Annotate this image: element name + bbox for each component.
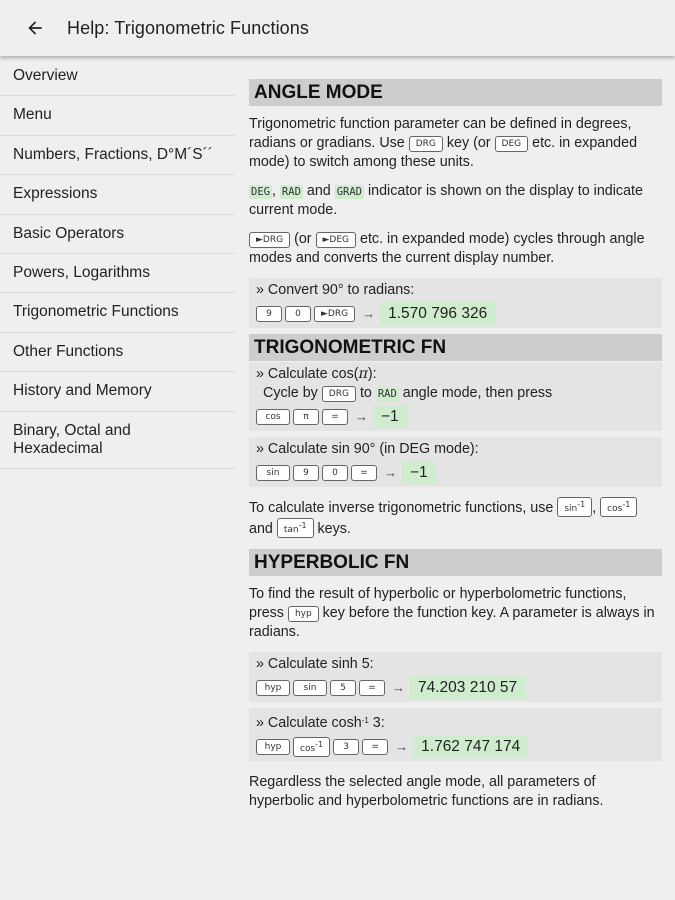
- sidebar-item-other-functions[interactable]: Other Functions: [0, 333, 235, 372]
- key-9: 9: [256, 306, 282, 322]
- arrow-right-icon: →: [384, 465, 397, 480]
- example-keys-row: [256, 302, 657, 325]
- key-9: 9: [293, 465, 319, 481]
- key-equals: =: [351, 465, 377, 481]
- hyperbolic-paragraph-1: To find the result of hyperbolic or hyperbolometric functions, press hyp key before the function key. A parameter is always in radians.: [249, 586, 655, 640]
- key-arccos: cos-1: [600, 497, 637, 517]
- deg-key: DEG: [495, 136, 529, 152]
- key-equals: =: [322, 409, 348, 425]
- page-title: Help: Trigonometric Functions: [67, 17, 309, 38]
- key-hyp: hyp: [256, 680, 290, 696]
- example-result: 1.570 796 326: [380, 302, 495, 325]
- key-equals: =: [359, 680, 385, 696]
- example-keys-row: [256, 405, 657, 428]
- angle-mode-paragraph-1: Trigonometric function parameter can be defined in degrees, radians or gradians. Use DRG key (or DEG etc. in expanded mode) to switch among these units.: [249, 116, 638, 170]
- key-0: 0: [322, 465, 348, 481]
- key-sin: sin: [293, 680, 327, 696]
- key-hyp: hyp: [256, 739, 290, 755]
- arrow-right-icon: →: [362, 306, 376, 321]
- example-result: −1: [402, 461, 436, 484]
- key-arcsin: sin-1: [557, 497, 592, 517]
- rad-indicator: RAD: [281, 186, 301, 198]
- arrow-right-icon: →: [392, 680, 405, 695]
- key-cos: cos: [256, 409, 290, 425]
- sidebar-item-menu[interactable]: Menu: [0, 96, 235, 135]
- key-arctan: tan-1: [277, 518, 314, 538]
- sidebar-item-numbers-fractions[interactable]: Numbers, Fractions, D°M´S´´: [0, 136, 235, 175]
- drg-key: DRG: [322, 386, 356, 402]
- grad-indicator: GRAD: [336, 186, 362, 198]
- key-convert-drg: ►DRG: [314, 306, 355, 322]
- example-result: 1.762 747 174: [413, 735, 528, 758]
- key-3: 3: [333, 739, 359, 755]
- key-5: 5: [330, 680, 356, 696]
- arrow-right-icon: →: [355, 409, 368, 424]
- sidebar-item-basic-operators[interactable]: Basic Operators: [0, 215, 235, 254]
- section-heading-hyperbolic-fn: HYPERBOLIC FN: [249, 549, 662, 576]
- example-result: −1: [373, 405, 407, 428]
- key-0: 0: [285, 306, 311, 322]
- hyperbolic-paragraph-2: Regardless the selected angle mode, all parameters of hyperbolic and hyperbolometric functions are in radians.: [249, 774, 604, 809]
- key-hyp: hyp: [288, 606, 319, 622]
- section-heading-angle-mode: ANGLE MODE: [249, 79, 662, 106]
- example-instruction: Cycle by DRG to RAD angle mode, then press: [263, 385, 553, 401]
- key-pi: π: [293, 409, 319, 425]
- example-title: » Calculate cos(π):: [256, 366, 377, 382]
- example-convert-radians: [249, 278, 662, 328]
- example-title: » Calculate sin 90° (in DEG mode):: [256, 441, 479, 457]
- example-keys-row: [256, 461, 657, 484]
- sidebar-item-trigonometric-functions[interactable]: Trigonometric Functions: [0, 293, 235, 332]
- angle-mode-paragraph-3: ►DRG (or ►DEG etc. in expanded mode) cycles through angle modes and converts the current display number.: [249, 231, 645, 266]
- example-title: » Calculate sinh 5:: [256, 656, 374, 672]
- sidebar-item-label-line1: Binary, Octal and: [13, 421, 131, 439]
- example-result: 74.203 210 57: [410, 676, 525, 699]
- sidebar: [0, 57, 235, 469]
- key-sin: sin: [256, 465, 290, 481]
- sidebar-item-overview[interactable]: Overview: [0, 57, 235, 96]
- deg-indicator: DEG: [251, 186, 270, 198]
- app-bar: [0, 0, 675, 56]
- rad-indicator: RAD: [377, 388, 397, 400]
- angle-mode-paragraph-2: DEG , RAD and GRAD indicator is shown on the display to indicate current mode.: [249, 183, 643, 218]
- drg-key: DRG: [409, 136, 443, 152]
- sidebar-item-history-memory[interactable]: History and Memory: [0, 372, 235, 411]
- key-arccos: cos-1: [293, 737, 330, 757]
- convert-drg-key: ►DRG: [249, 232, 290, 248]
- inverse-trig-paragraph: To calculate inverse trigonometric functions, use sin-1 , cos-1 and tan-1 keys.: [249, 497, 662, 539]
- example-arccosh-3: [249, 708, 662, 761]
- sidebar-item-label-line2: Hexadecimal: [13, 439, 103, 457]
- help-content: [249, 79, 662, 821]
- arrow-left-icon: [25, 18, 45, 38]
- arrow-right-icon: →: [395, 739, 409, 754]
- sidebar-item-powers-logarithms[interactable]: Powers, Logarithms: [0, 254, 235, 293]
- back-button[interactable]: [10, 0, 60, 56]
- key-equals: =: [362, 739, 388, 755]
- example-sinh-5: [249, 652, 662, 702]
- example-keys-row: [256, 735, 657, 758]
- example-keys-row: [256, 676, 657, 699]
- convert-deg-key: ►DEG: [316, 232, 357, 248]
- example-title: » Calculate $\cosh^{-1} 3$:: [256, 715, 385, 731]
- example-cos-pi: [249, 362, 662, 431]
- example-title: » Convert 90° to radians:: [256, 282, 415, 298]
- sidebar-item-binary-octal-hex[interactable]: [0, 412, 235, 469]
- section-heading-trigonometric-fn: TRIGONOMETRIC FN: [249, 334, 662, 361]
- sidebar-item-expressions[interactable]: Expressions: [0, 175, 235, 214]
- example-sin-90: [249, 437, 662, 487]
